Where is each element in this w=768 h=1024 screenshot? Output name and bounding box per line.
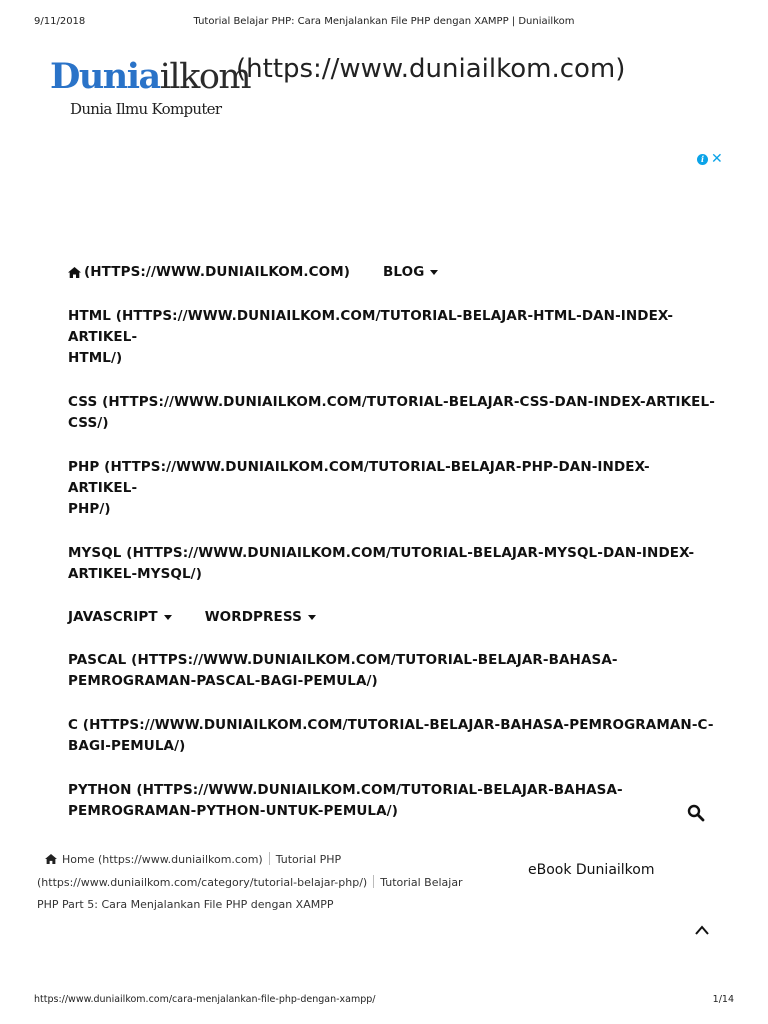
print-footer xyxy=(0,994,768,1010)
nav-item-html-line2: HTML/) xyxy=(68,350,123,366)
info-icon[interactable]: i xyxy=(697,154,708,165)
print-page-title: Tutorial Belajar PHP: Cara Menjalankan File PHP dengan XAMPP | Duniailkom xyxy=(193,16,575,27)
nav-item-mysql[interactable] xyxy=(68,543,718,585)
nav-item-css-line1: CSS (HTTPS://WWW.DUNIAILKOM.COM/TUTORIAL-BELAJAR-CSS-DAN-INDEX-ARTIKEL- xyxy=(68,394,715,410)
nav-item-c-line2: BAGI-PEMULA/) xyxy=(68,738,186,754)
print-date: 9/11/2018 xyxy=(34,16,86,27)
nav-item-python[interactable] xyxy=(68,780,718,822)
site-logo[interactable] xyxy=(50,56,250,97)
nav-item-css[interactable] xyxy=(68,392,718,434)
caret-down-icon xyxy=(164,615,172,620)
nav-item-javascript[interactable] xyxy=(68,607,172,628)
nav-item-home-label: (HTTPS://WWW.DUNIAILKOM.COM) xyxy=(84,264,351,280)
home-icon xyxy=(68,267,81,278)
nav-item-php-line1: PHP (HTTPS://WWW.DUNIAILKOM.COM/TUTORIAL-BELAJAR-PHP-DAN-INDEX-ARTIKEL- xyxy=(68,459,650,496)
nav-item-python-line1: PYTHON (HTTPS://WWW.DUNIAILKOM.COM/TUTORIAL-BELAJAR-BAHASA- xyxy=(68,782,623,798)
breadcrumb-category-url[interactable]: (https://www.duniailkom.com/category/tutorial-belajar-php/) xyxy=(37,875,368,889)
sidebar-ebook-title: eBook Duniailkom xyxy=(528,862,655,878)
breadcrumb-current: Tutorial Belajar xyxy=(380,875,463,889)
site-brand xyxy=(50,56,690,126)
caret-down-icon xyxy=(430,270,438,275)
nav-item-pascal-line1: PASCAL (HTTPS://WWW.DUNIAILKOM.COM/TUTORIAL-BELAJAR-BAHASA- xyxy=(68,652,618,668)
breadcrumb-current-cont: PHP Part 5: Cara Menjalankan File PHP dengan XAMPP xyxy=(37,898,334,911)
breadcrumb-separator xyxy=(373,875,374,888)
nav-item-css-line2: CSS/) xyxy=(68,415,109,431)
home-icon xyxy=(45,854,57,864)
site-tagline: Dunia Ilmu Komputer xyxy=(70,100,222,118)
breadcrumb-home[interactable]: Home (https://www.duniailkom.com) xyxy=(62,853,263,866)
breadcrumb-separator xyxy=(269,852,270,865)
nav-item-python-line2: PEMROGRAMAN-PYTHON-UNTUK-PEMULA/) xyxy=(68,803,398,819)
nav-item-blog[interactable] xyxy=(383,262,438,283)
print-page-url: https://www.duniailkom.com/cara-menjalankan-file-php-dengan-xampp/ xyxy=(34,994,376,1005)
breadcrumb-category[interactable]: Tutorial PHP xyxy=(275,853,342,866)
nav-item-c[interactable] xyxy=(68,715,718,757)
logo-link-url[interactable]: (https://www.duniailkom.com) xyxy=(236,54,626,84)
chevron-up-icon[interactable] xyxy=(694,924,710,936)
nav-row-js-wp xyxy=(68,607,718,628)
nav-item-wordpress[interactable] xyxy=(205,607,316,628)
nav-item-php-line2: PHP/) xyxy=(68,501,111,517)
nav-item-php[interactable] xyxy=(68,457,718,520)
caret-down-icon xyxy=(308,615,316,620)
print-header xyxy=(0,16,768,32)
nav-item-blog-label: BLOG xyxy=(383,264,425,280)
nav-item-html[interactable] xyxy=(68,306,718,369)
logo-text-ilkom: ilkom xyxy=(159,57,251,97)
nav-row-top xyxy=(68,262,718,283)
nav-item-mysql-line2: ARTIKEL-MYSQL/) xyxy=(68,566,202,582)
ad-choices[interactable] xyxy=(697,152,723,166)
nav-item-pascal[interactable] xyxy=(68,650,718,692)
nav-item-c-line1: C (HTTPS://WWW.DUNIAILKOM.COM/TUTORIAL-BELAJAR-BAHASA-PEMROGRAMAN-C- xyxy=(68,717,714,733)
nav-item-html-line1: HTML (HTTPS://WWW.DUNIAILKOM.COM/TUTORIAL-BELAJAR-HTML-DAN-INDEX-ARTIKEL- xyxy=(68,308,674,345)
breadcrumb xyxy=(37,849,487,917)
close-icon[interactable]: ✕ xyxy=(711,151,723,167)
print-page-number: 1/14 xyxy=(712,994,734,1005)
nav-item-javascript-label: JAVASCRIPT xyxy=(68,609,158,625)
search-icon[interactable] xyxy=(687,804,705,822)
nav-item-mysql-line1: MYSQL (HTTPS://WWW.DUNIAILKOM.COM/TUTORIAL-BELAJAR-MYSQL-DAN-INDEX- xyxy=(68,545,695,561)
main-nav xyxy=(68,262,718,822)
logo-text-dunia: Dunia xyxy=(50,56,160,97)
nav-item-wordpress-label: WORDPRESS xyxy=(204,609,302,625)
nav-item-pascal-line2: PEMROGRAMAN-PASCAL-BAGI-PEMULA/) xyxy=(68,673,378,689)
nav-item-home[interactable] xyxy=(68,262,350,283)
